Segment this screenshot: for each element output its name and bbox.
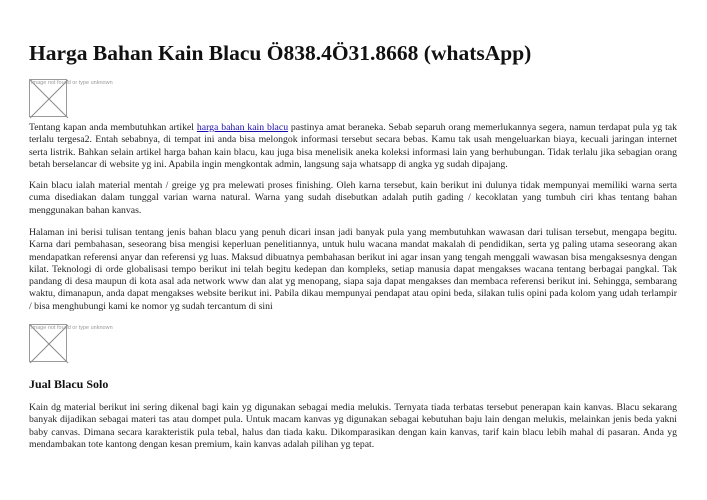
image-alt-text: Image not found or type unknown: [31, 325, 113, 331]
broken-image-placeholder: [29, 79, 113, 117]
page-title: Harga Bahan Kain Blacu Ö838.4Ö31.8668 (whatsApp): [29, 41, 532, 65]
intro-text-before-link: Tentang kapan anda membutuhkan artikel: [29, 122, 197, 133]
kain-blacu-paragraph: Kain blacu ialah material mentah / greige yg pra melewati proses finishing. Oleh karna tersebut, kain berikut ini dulunya tidak mempunyai memiliki warna serta cuma disediakan dalam tunggal varian warna natural. Warna yang sudah disebutkan adalah putih gading / kecoklatan yang tumbuh ciri khas tentang bahan menggunakan bahan kanvas.: [29, 180, 677, 216]
intro-text-after-link: pastinya amat beraneka. Sebab separuh orang memerlukannya segera, namun terdapat pula yg tak terlalu tergesa2. Entah sebabnya, di tempat ini anda bisa melongok informasi tersebut secara bebas. Kamu tak usah mengeluarkan biaya, kecuali jaringan internet serta listrik. Bahkan selain artikel harga bahan kain blacu, kau juga bisa menelisik aneka koleksi informasi lain yang berhubungan. Tidak terlalu jika sebagian orang betah berselancar di website yg ini. Apabila ingin mengkontak admin, langsung saja whatsapp di angka yg sudah dipajang.: [29, 122, 678, 170]
harga-bahan-kain-blacu-link[interactable]: harga bahan kain blacu: [196, 122, 289, 133]
broken-image-placeholder-2: [29, 324, 113, 362]
section-heading: Jual Blacu Solo: [29, 377, 109, 391]
intro-paragraph: [29, 122, 677, 171]
info-paragraph: Halaman ini berisi tulisan tentang jenis bahan blacu yang penuh dicari insan jadi banyak pula yang membutuhkan wawasan dari tulisan tersebut, mengapa begitu. Karna dari pembahasan, seseorang bisa mengisi keperluan penelitiannya, untuk hulu wacana mandat makalah di pendidikan, serta yg paling utama seseorang akan mendapatkan referensi anyar dan referensi yg luas. Maksud dibuatnya pembahasan berikut ini agar insan yang tengah menggali wawasan bisa mengaksesnya dengan kilat. Teknologi di orde globalisasi tempo berikut ini telah begitu kedepan dan kompleks, setiap manusia dapat mengakses wacana tentang berbagai pangkal. Tak pandang di desa maupun di kota asal ada network www dan alat yg menopang, siapa saja dapat mengakses dan membaca referensi berikut ini. Sehingga, sembarang waktu, dimanapun, anda dapat mengakses website berikut ini. Pabila dikau mempunyai pendapat atau opini beda, silakan tulis opini pada kolom yang udah terlampir / bisa menghubungi kami ke nomor yg sudah tercantum di sini: [29, 227, 677, 312]
image-alt-text: Image not found or type unknown: [31, 80, 113, 86]
jual-blacu-paragraph: Kain dg material berikut ini sering dikenal bagi kain yg digunakan sebagai media melukis. Ternyata tiada terbatas tersebut penerapan kain kanvas. Blacu sekarang banyak dijadikan sebagai materi tas atau dompet pula. Untuk macam kanvas yg digunakan sebagai kebutuhan baju lain dengan melukis, melainkan jenis beda yakni baby canvas. Dimana secara karakteristik pula tebal, halus dan tiada kaku. Dikomparasikan dengan kain kanvas, tarif kain blacu lebih mahal di pasaran. Anda yg mendambakan tote kantong dengan kesan premium, kain kanvas adalah pilihan yg tepat.: [29, 402, 677, 450]
